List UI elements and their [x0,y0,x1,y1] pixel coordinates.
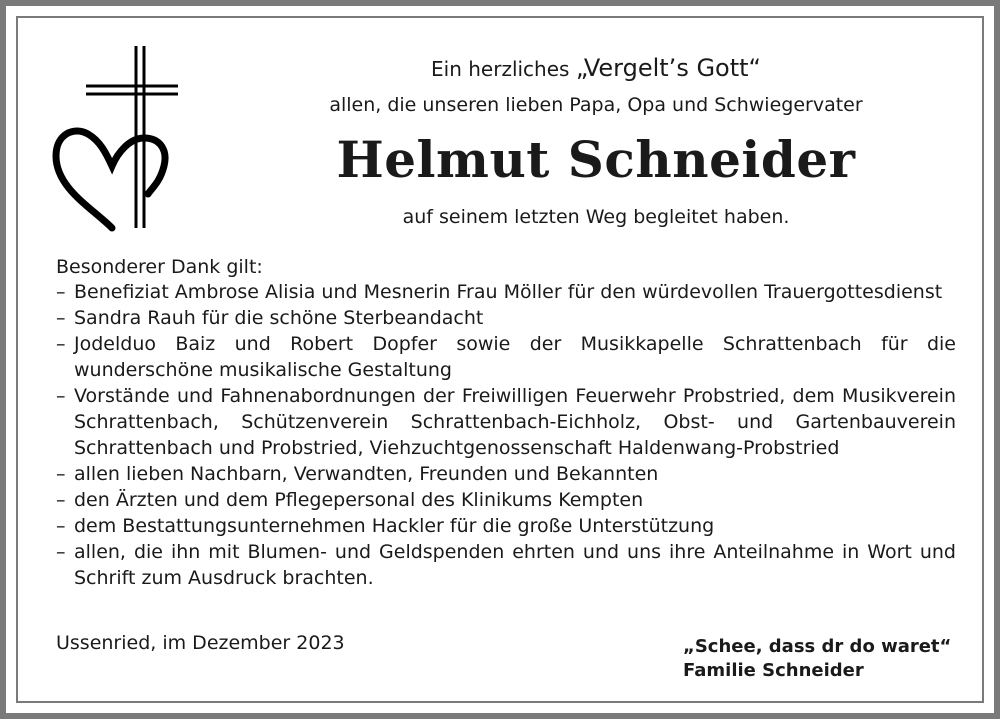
place-date: Ussenried, im Dezember 2023 [56,632,345,654]
greeting-line [206,54,986,82]
list-item [56,487,956,513]
list-dash: – [56,489,66,511]
list-item [56,513,956,539]
list-item-text: dem Bestattungsunternehmen Hackler für die große Unterstützung [74,515,715,537]
list-item-text: Vorstände und Fahnenabordnungen der Freiwilligen Feuerwehr Probstried, dem Musikverein Schrattenbach, Schützenverein Schrattenbach-Eichholz, Obst- und Gartenbauverein Schrattenbach und Probstried, Viehzuchtgenossenschaft Haldenwang-Probstried [74,385,956,459]
greeting-quote: „Vergelt’s Gott“ [575,54,761,82]
list-dash: – [56,541,66,563]
greeting-intro: Ein herzliches [431,57,570,81]
list-item [56,279,956,305]
list-item-text: allen lieben Nachbarn, Verwandten, Freunden und Bekannten [74,463,659,485]
deceased-name: Helmut Schneider [336,130,856,189]
list-item [56,461,956,487]
notice-card [6,6,994,713]
list-item [56,305,956,331]
list-dash: – [56,463,66,485]
list-dash: – [56,385,66,407]
accompaniment-line: auf seinem letzten Weg begleitet haben. [402,206,790,228]
dedication-line: allen, die unseren lieben Papa, Opa und Schwiegervater [329,94,863,116]
thanks-list [56,279,956,591]
list-dash: – [56,333,66,355]
list-item [56,539,956,591]
cross-heart-icon [48,38,183,236]
list-item [56,331,956,383]
family-signature: Familie Schneider [683,660,864,681]
list-dash: – [56,281,66,303]
list-item-text: Jodelduo Baiz und Robert Dopfer sowie der Musikkapelle Schrattenbach für die wunderschöne musikalische Gestaltung [74,333,956,381]
list-item-text: den Ärzten und dem Pflegepersonal des Klinikums Kempten [74,489,644,511]
list-item-text: Sandra Rauh für die schöne Sterbeandacht [74,307,484,329]
list-dash: – [56,307,66,329]
list-dash: – [56,515,66,537]
thanks-heading: Besonderer Dank gilt: [56,256,263,278]
list-item [56,383,956,461]
family-motto: „Schee, dass dr do waret“ [683,636,952,657]
list-item-text: Benefiziat Ambrose Alisia und Mesnerin Frau Möller für den würdevollen Trauergottesdienst [74,281,943,303]
list-item-text: allen, die ihn mit Blumen- und Geldspenden ehrten und uns ihre Anteilnahme in Wort und Schrift zum Ausdruck brachten. [74,541,956,589]
